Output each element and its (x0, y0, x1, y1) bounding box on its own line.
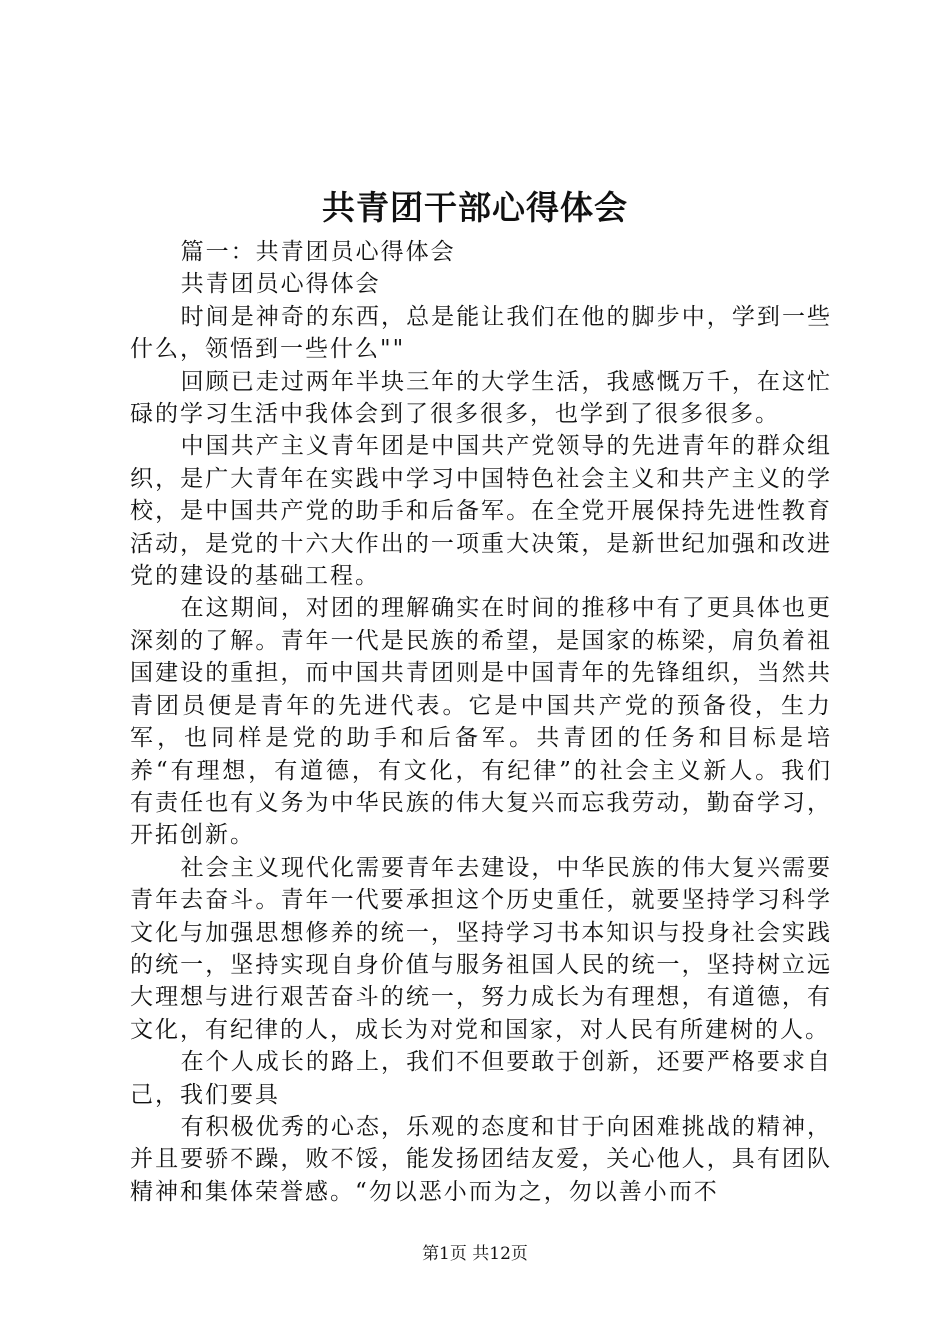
paragraph: 社会主义现代化需要青年去建设，中华民族的伟大复兴需要青年去奋斗。青年一代要承担这个历史重任，就要坚持学习科学文化与加强思想修养的统一，坚持学习书本知识与投身社会实践的统一，坚持实现自身价值与服务祖国人民的统一，坚持树立远大理想与进行艰苦奋斗的统一，努力成长为有理想，有道德，有文化，有纪律的人，成长为对党和国家，对人民有所建树的人。 (130, 854, 832, 1043)
paragraph: 有积极优秀的心态，乐观的态度和甘于向困难挑战的精神，并且要骄不躁，败不馁，能发扬团结友爱，关心他人，具有团队精神和集体荣誉感。“勿以恶小而为之，勿以善小而不 (130, 1113, 832, 1205)
paragraph: 在这期间，对团的理解确实在时间的推移中有了更具体也更深刻的了解。青年一代是民族的希望，是国家的栋梁，肩负着祖国建设的重担，而中国共青团则是中国青年的先锋组织，当然共青团员便是青年的先进代表。它是中国共产党的预备役，生力军，也同样是党的助手和后备军。共青团的任务和目标是培养“有理想，有道德，有文化，有纪律”的社会主义新人。我们有责任也有义务为中华民族的伟大复兴而忘我劳动，勤奋学习，开拓创新。 (130, 595, 832, 849)
document-body (130, 236, 832, 1208)
paragraph-section-heading: 篇一：共青团员心得体会 (180, 239, 456, 265)
paragraph: 在个人成长的路上，我们不但要敢于创新，还要严格要求自己，我们要具 (130, 1049, 832, 1108)
paragraph: 回顾已走过两年半块三年的大学生活，我感慨万千，在这忙碌的学习生活中我体会到了很多很多，也学到了很多很多。 (130, 368, 832, 428)
page-footer: 第1页 共12页 (422, 1244, 528, 1264)
paragraph-subheading: 共青团员心得体会 (180, 271, 381, 298)
paragraph: 中国共产主义青年团是中国共产党领导的先进青年的群众组织，是广大青年在实践中学习中国特色社会主义和共产主义的学校，是中国共产党的助手和后备军。在全党开展保持先进性教育活动，是党的十六大作出的一项重大决策，是新世纪加强和改进党的建设的基础工程。 (130, 433, 832, 590)
document-title: 共青团干部心得体会 (322, 188, 628, 227)
paragraph: 时间是神奇的东西，总是能让我们在他的脚步中，学到一些什么，领悟到一些什么"" (130, 303, 832, 363)
